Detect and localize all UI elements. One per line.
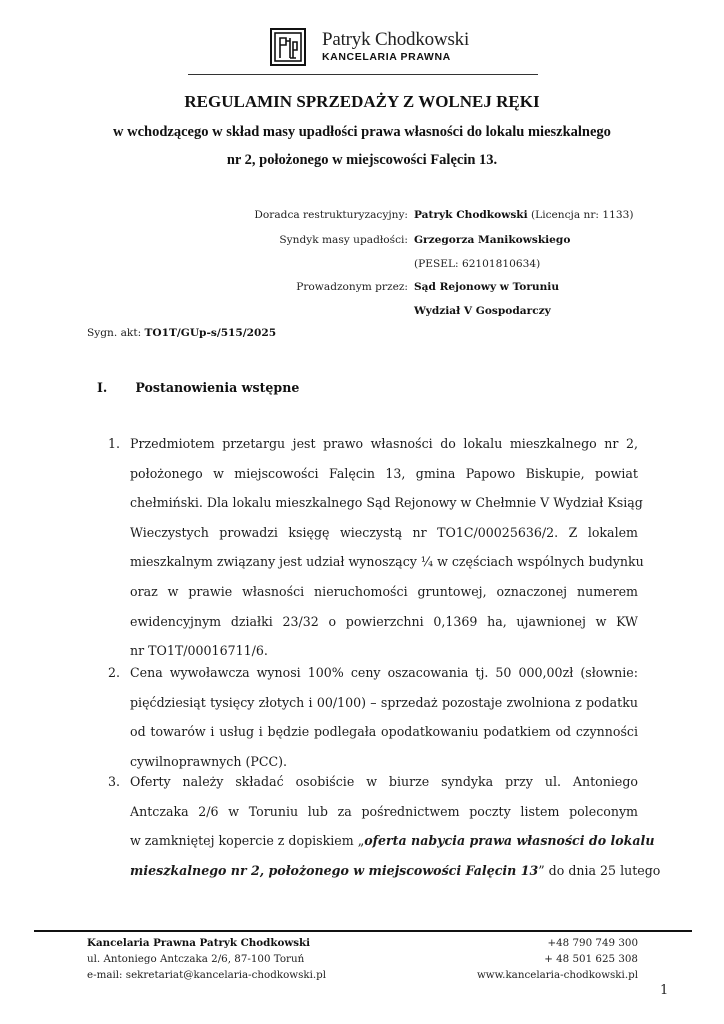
emphasized-text: mieszkalnego nr 2, położonego w miejscowości Falęcin 13 <box>130 862 539 878</box>
paragraph-line <box>130 856 661 886</box>
advisor-license: (Licencja nr: 1133) <box>531 209 634 221</box>
case-label: Sygn. akt: <box>87 327 142 339</box>
monogram-pch-icon <box>270 28 306 66</box>
list-item-1 <box>108 429 644 666</box>
section-number: I. <box>97 380 108 395</box>
list-item-3 <box>108 767 661 885</box>
advisor-value <box>414 209 633 221</box>
footer-phone-1: +48 790 749 300 <box>547 937 638 949</box>
court-division: Wydział V Gospodarczy <box>414 305 551 317</box>
paragraph-line: mieszkalnym związany jest udział wynoszący ¼ w częściach wspólnych budynku <box>130 554 644 570</box>
letterhead-logo <box>270 28 469 66</box>
footer-divider <box>34 930 692 932</box>
paragraph-line: Przedmiotem przetargu jest prawo własności do lokalu mieszkalnego nr 2, <box>130 436 638 451</box>
logo-subtitle: KANCELARIA PRAWNA <box>322 51 451 63</box>
paragraph-line: pięćdziesiąt tysięcy złotych i 00/100) – sprzedaż pozostaje zwolniona z podatku <box>130 694 638 710</box>
case-number: TO1T/GUp-s/515/2025 <box>144 327 277 339</box>
paragraph-line: położonego w miejscowości Falęcin 13, gmina Papowo Biskupie, powiat <box>130 465 638 481</box>
paragraph-line: nr TO1T/00016711/6. <box>130 643 268 659</box>
footer-phone-2: + 48 501 625 308 <box>544 953 638 965</box>
paragraph-text: ” do dnia 25 lutego <box>538 862 661 878</box>
paragraph-line: Antczaka 2/6 w Toruniu lub za pośrednictwem poczty listem poleconym <box>130 803 638 819</box>
paragraph-line <box>130 826 655 856</box>
court-division-value <box>414 305 551 317</box>
trustee-name: Grzegorza Manikowskiego <box>414 234 571 246</box>
paragraph-line: Cena wywoławcza wynosi 100% ceny oszacowania tj. 50 000,00zł (słownie: <box>130 665 638 680</box>
paragraph-line: oraz w prawie własności nieruchomości gruntowej, oznaczonej numerem <box>130 583 638 599</box>
paragraph-line: Oferty należy składać osobiście w biurze syndyka przy ul. Antoniego <box>130 774 638 789</box>
list-item-number: 1. <box>108 436 121 451</box>
paragraph-line: chełmiński. Dla lokalu mieszkalnego Sąd Rejonowy w Chełmnie V Wydział Ksiąg <box>130 495 643 511</box>
document-subtitle-line2: nr 2, położonego w miejscowości Falęcin 13. <box>226 152 498 168</box>
advisor-name: Patryk Chodkowski <box>414 209 528 221</box>
list-item-2 <box>108 658 638 776</box>
paragraph-line: od towarów i usług i będzie podlegała opodatkowaniu podatkiem od czynności <box>130 724 638 740</box>
header-divider <box>188 74 538 75</box>
paragraph-line: ewidencyjnym działki 23/32 o powierzchni 0,1369 ha, ujawnionej w KW <box>130 613 638 629</box>
court-name: Sąd Rejonowy w Toruniu <box>414 281 560 293</box>
logo-name: Patryk Chodkowski <box>322 29 470 50</box>
trustee-pesel: (PESEL: 62101810634) <box>414 258 541 270</box>
footer-website[interactable]: www.kancelaria-chodkowski.pl <box>476 969 638 981</box>
section-title: Postanowienia wstępne <box>135 380 300 395</box>
footer-contact-block <box>477 935 638 983</box>
page-number: 1 <box>660 983 669 998</box>
footer-address-block <box>87 935 326 983</box>
paragraph-line: cywilnoprawnych (PCC). <box>130 753 288 769</box>
footer-company: Kancelaria Prawna Patryk Chodkowski <box>87 937 311 949</box>
court-value <box>414 281 559 293</box>
section-heading <box>97 380 299 395</box>
list-item-number: 2. <box>108 665 121 680</box>
paragraph-line: Wieczystych prowadzi księgę wieczystą nr TO1C/00025636/2. Z lokalem <box>130 524 638 540</box>
case-signature <box>87 327 276 339</box>
footer-email[interactable]: e-mail: sekretariat@kancelaria-chodkowski.pl <box>87 969 327 981</box>
advisor-label: Doradca restrukturyzacyjny: <box>254 209 408 221</box>
list-item-number: 3. <box>108 774 121 789</box>
trustee-value <box>414 234 570 246</box>
footer-address: ul. Antoniego Antczaka 2/6, 87-100 Toruń <box>87 953 305 965</box>
document-title: REGULAMIN SPRZEDAŻY Z WOLNEJ RĘKI <box>184 92 540 111</box>
emphasized-text: oferta nabycia prawa własności do lokalu <box>364 833 655 849</box>
document-subtitle-line1: w wchodzącego w skład masy upadłości prawa własności do lokalu mieszkalnego <box>113 124 611 140</box>
paragraph-text: w zamkniętej kopercie z dopiskiem „ <box>130 833 365 849</box>
court-label: Prowadzonym przez: <box>296 281 408 293</box>
trustee-label: Syndyk masy upadłości: <box>279 234 408 246</box>
